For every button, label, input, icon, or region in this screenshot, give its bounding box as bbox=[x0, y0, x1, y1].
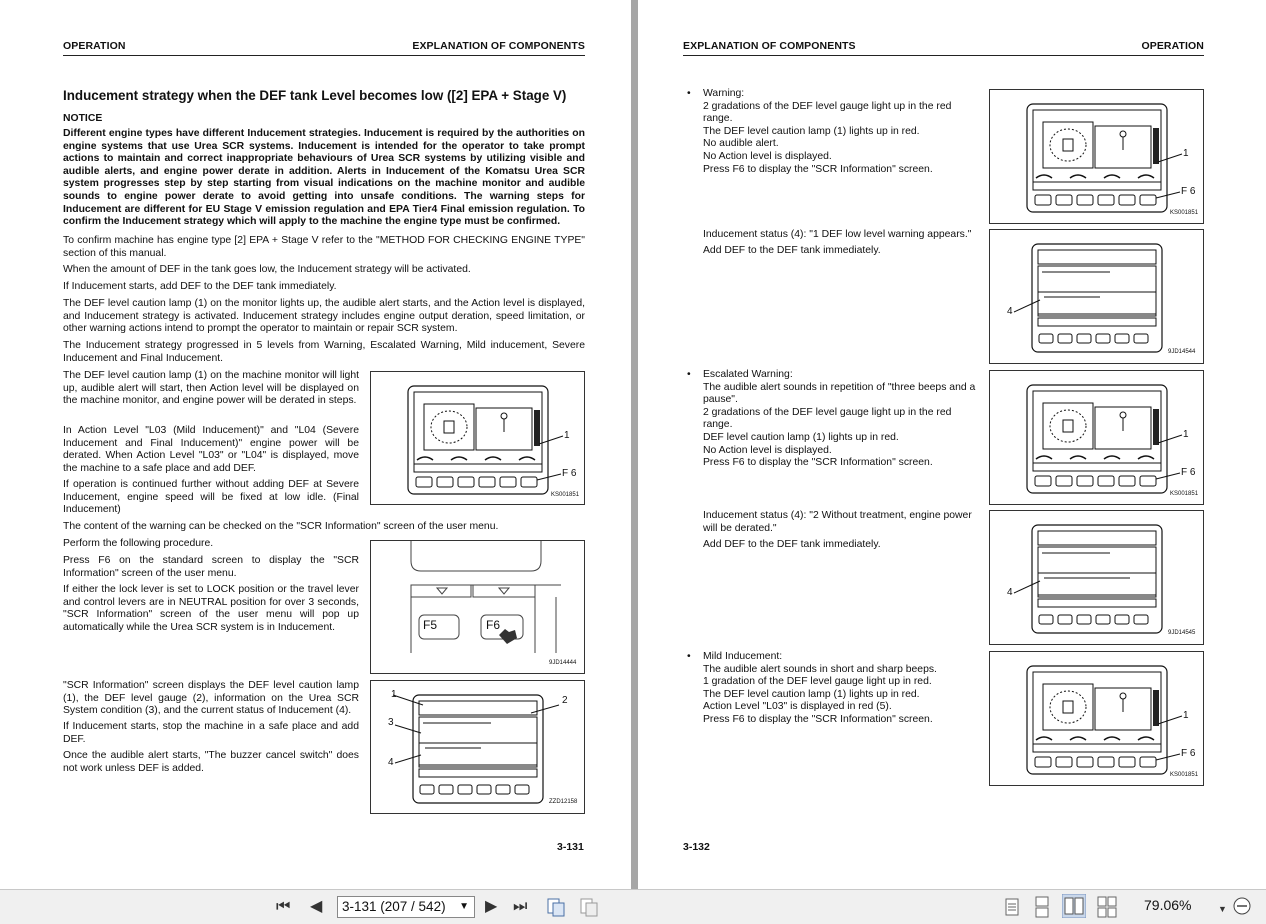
viewer-toolbar bbox=[0, 889, 1266, 924]
escalated-title: Escalated Warning: bbox=[703, 369, 793, 380]
figure-monitor bbox=[370, 371, 585, 505]
page-insert-svg bbox=[545, 896, 567, 918]
notice-label: NOTICE bbox=[63, 113, 103, 124]
figure-scr-information bbox=[989, 510, 1204, 645]
monitor-illustration bbox=[990, 371, 1203, 504]
running-header-right: EXPLANATION OF COMPONENTS bbox=[412, 40, 585, 52]
zoom-dropdown-icon[interactable]: ▼ bbox=[1218, 904, 1227, 914]
paragraph: Perform the following procedure. bbox=[63, 538, 214, 549]
paragraph: If Inducement starts, stop the machine in a safe place and add DEF. bbox=[63, 721, 359, 745]
figure-code: 9JD14545 bbox=[1168, 630, 1196, 636]
two-page-svg bbox=[1062, 894, 1086, 918]
escalated-line: DEF level caution lamp (1) lights up in red. bbox=[703, 431, 899, 443]
inducement-status: Inducement status (4): "1 DEF low level warning appears." bbox=[703, 229, 972, 240]
continuous-svg bbox=[1032, 896, 1052, 918]
paragraph: To confirm machine has engine type [2] EPA + Stage V refer to the "METHOD FOR CHECKING ENGINE TYPE" section of this manual. bbox=[63, 235, 585, 259]
figure-monitor bbox=[989, 89, 1204, 224]
previous-page-icon[interactable]: ◀ bbox=[310, 898, 323, 915]
two-page-cont-svg bbox=[1096, 896, 1118, 918]
warning-line: No Action level is displayed. bbox=[703, 150, 832, 162]
paragraph: In Action Level "L03 (Mild Inducement)" and "L04 (Severe Inducement and Final Inducement)" engine power will be derated. When Action Level "L03" or "L04" is displayed, move the machine to a safe place and add DEF. bbox=[63, 425, 359, 474]
callout-1: 1 bbox=[1183, 148, 1189, 159]
scr-screen-illustration bbox=[990, 230, 1203, 363]
figure-code: KS001851 bbox=[1170, 491, 1199, 497]
figure-scr-information bbox=[370, 680, 585, 814]
mild-line: Action Level "L03" is displayed in red (5). bbox=[703, 701, 892, 713]
inducement-status: Inducement status (4): "2 Without treatment, engine power will be derated." bbox=[703, 510, 972, 534]
right-page bbox=[638, 0, 1266, 889]
paragraph: The DEF level caution lamp (1) on the monitor lights up, the audible alert starts, and the Action level is displayed, and Inducement strategy is activated. Inducement strategy includes engine output deration, speed limitation, or other warning actions intend to prompt the operator to maintain or repair SCR system. bbox=[63, 298, 585, 335]
next-page-icon[interactable]: ▶ bbox=[485, 898, 498, 915]
zoom-out-svg bbox=[1232, 896, 1252, 916]
mild-line: Press F6 to display the "SCR Information" screen. bbox=[703, 713, 933, 725]
callout-1: 1 bbox=[1183, 710, 1189, 721]
two-page-view-icon[interactable] bbox=[1062, 894, 1086, 923]
zoom-out-icon[interactable] bbox=[1232, 896, 1252, 921]
paragraph: The content of the warning can be checked on the "SCR Information" screen of the user menu. bbox=[63, 521, 499, 532]
paragraph: If operation is continued further without adding DEF at Severe Inducement, engine speed will be fixed at low idle. (Final Inducement) bbox=[63, 479, 359, 516]
warning-line: No audible alert. bbox=[703, 138, 779, 150]
zoom-level[interactable]: 79.06% bbox=[1144, 897, 1192, 913]
figure-monitor bbox=[989, 651, 1204, 786]
chevron-down-icon: ▼ bbox=[459, 901, 469, 912]
single-page-view-icon[interactable] bbox=[1002, 896, 1022, 923]
add-def-note: Add DEF to the DEF tank immediately. bbox=[703, 539, 881, 550]
callout-3: 3 bbox=[388, 717, 394, 728]
escalated-line: Press F6 to display the "SCR Information" screen. bbox=[703, 457, 933, 469]
page-indicator: 3-131 (207 / 542) bbox=[342, 899, 446, 914]
warning-line: Press F6 to display the "SCR Information" screen. bbox=[703, 163, 933, 175]
monitor-illustration bbox=[371, 372, 584, 504]
figure-monitor bbox=[989, 370, 1204, 505]
mild-line: The audible alert sounds in short and sharp beeps. bbox=[703, 663, 937, 675]
add-def-note: Add DEF to the DEF tank immediately. bbox=[703, 245, 881, 256]
escalated-line: No Action level is displayed. bbox=[703, 444, 832, 456]
single-page-svg bbox=[1002, 896, 1022, 918]
paragraph: If Inducement starts, add DEF to the DEF tank immediately. bbox=[63, 281, 337, 292]
figure-scr-information bbox=[989, 229, 1204, 364]
running-header-left: EXPLANATION OF COMPONENTS bbox=[683, 40, 856, 52]
figure-code: 9JD14544 bbox=[1168, 349, 1196, 355]
running-header-right: OPERATION bbox=[1141, 40, 1204, 52]
figure-code: KS001851 bbox=[1170, 210, 1199, 216]
monitor-illustration bbox=[990, 90, 1203, 223]
page-extract-svg bbox=[578, 896, 600, 918]
callout-4: 4 bbox=[1007, 306, 1013, 317]
page-extract-icon[interactable] bbox=[578, 896, 600, 923]
f6-key-label: F6 bbox=[486, 618, 501, 632]
left-page bbox=[0, 0, 631, 889]
first-page-icon[interactable]: ⏮ bbox=[276, 898, 291, 915]
callout-1: 1 bbox=[391, 689, 397, 700]
f5-key-label: F5 bbox=[423, 618, 438, 632]
monitor-illustration bbox=[990, 652, 1203, 785]
figure-f6-button bbox=[370, 540, 585, 674]
callout-1: 1 bbox=[1183, 429, 1189, 440]
warning-title: Warning: bbox=[703, 88, 745, 99]
paragraph: The Inducement strategy progressed in 5 levels from Warning, Escalated Warning, Mild inducement, Severe Inducement and Final Inducement. bbox=[63, 340, 585, 364]
warning-line: 2 gradations of the DEF level gauge light up in the red range. bbox=[703, 100, 952, 125]
callout-f6: F 6 bbox=[1181, 467, 1196, 478]
paragraph: Press F6 on the standard screen to display the "SCR Information" screen of the user menu. bbox=[63, 555, 359, 579]
callout-2: 2 bbox=[562, 695, 568, 706]
escalated-block bbox=[703, 369, 979, 470]
page-number: 3-132 bbox=[683, 841, 710, 853]
bullet: • bbox=[687, 651, 691, 662]
warning-block bbox=[703, 88, 979, 176]
function-keys-illustration bbox=[371, 541, 584, 673]
two-page-continuous-icon[interactable] bbox=[1096, 896, 1118, 923]
figure-code: ZZD12158 bbox=[549, 799, 578, 805]
running-header-left: OPERATION bbox=[63, 40, 126, 52]
mild-block bbox=[703, 651, 979, 727]
page-selector[interactable] bbox=[337, 896, 475, 918]
callout-4: 4 bbox=[388, 757, 394, 768]
last-page-icon[interactable]: ⏭ bbox=[513, 898, 528, 915]
scr-screen-illustration bbox=[990, 511, 1203, 644]
escalated-line: The audible alert sounds in repetition of "three beeps and a pause". bbox=[703, 381, 976, 406]
figure-code: KS001851 bbox=[1170, 772, 1199, 778]
callout-f6: F 6 bbox=[1181, 748, 1196, 759]
section-title: Inducement strategy when the DEF tank Level becomes low ([2] EPA + Stage V) bbox=[63, 88, 567, 103]
callout-1: 1 bbox=[564, 430, 570, 441]
callout-4: 4 bbox=[1007, 587, 1013, 598]
paragraph: Once the audible alert starts, "The buzzer cancel switch" does not work unless DEF is added. bbox=[63, 750, 359, 774]
page-number: 3-131 bbox=[557, 841, 584, 853]
paragraph: "SCR Information" screen displays the DEF level caution lamp (1), the DEF level gauge (2), information on the Urea SCR System condition (3), and the current status of Inducement (4). bbox=[63, 680, 359, 717]
notice-text: Different engine types have different Inducement strategies. Inducement is required by the authorities on engine systems that use Urea SCR systems. Inducement is intended for the operator to take prompt actions to maintain and correct inappropriate behaviours of Urea SCR systems by utilizing visible and audible alerts, and engine power derate in addition. Alerts in Inducement of the Komatsu Urea SCR system progresses step by step starting from visual indications on the machine monitor and audible sounds to engine power derate to avoid getting into unsafe conditions. The warning steps for Inducement are different for EU Stage V emission regulation and EPA Tier4 Final emission regulation. To confirm the Inducement strategy which will apply to the machine the engine type must be confirmed. bbox=[63, 128, 585, 228]
mild-title: Mild Inducement: bbox=[703, 651, 783, 662]
figure-code: KS001851 bbox=[551, 492, 580, 498]
callout-f6: F 6 bbox=[1181, 186, 1196, 197]
bullet: • bbox=[687, 369, 691, 380]
warning-line: The DEF level caution lamp (1) lights up in red. bbox=[703, 125, 920, 137]
callout-f6: F 6 bbox=[562, 468, 577, 479]
continuous-view-icon[interactable] bbox=[1032, 896, 1052, 923]
scr-screen-illustration bbox=[371, 681, 584, 813]
figure-code: 9JD14444 bbox=[549, 660, 577, 666]
header-rule bbox=[683, 55, 1204, 56]
escalated-line: 2 gradations of the DEF level gauge light up in the red range. bbox=[703, 406, 952, 431]
header-rule bbox=[63, 55, 585, 56]
paragraph: When the amount of DEF in the tank goes low, the Inducement strategy will be activated. bbox=[63, 264, 471, 275]
mild-line: The DEF level caution lamp (1) lights up in red. bbox=[703, 688, 920, 700]
page-insert-icon[interactable] bbox=[545, 896, 567, 923]
paragraph: If either the lock lever is set to LOCK position or the travel lever and control levers are in NEUTRAL position for over 3 seconds, "SCR Information" screen of the user menu will pop up automatically while the Urea SCR system is in Inducement. bbox=[63, 584, 359, 633]
mild-line: 1 gradation of the DEF level gauge light up in red. bbox=[703, 676, 932, 688]
paragraph: The DEF level caution lamp (1) on the machine monitor will light up, audible alert will start, then Action level will be displayed on the machine monitor, and engine power will be derated in steps. bbox=[63, 370, 359, 407]
bullet: • bbox=[687, 88, 691, 99]
